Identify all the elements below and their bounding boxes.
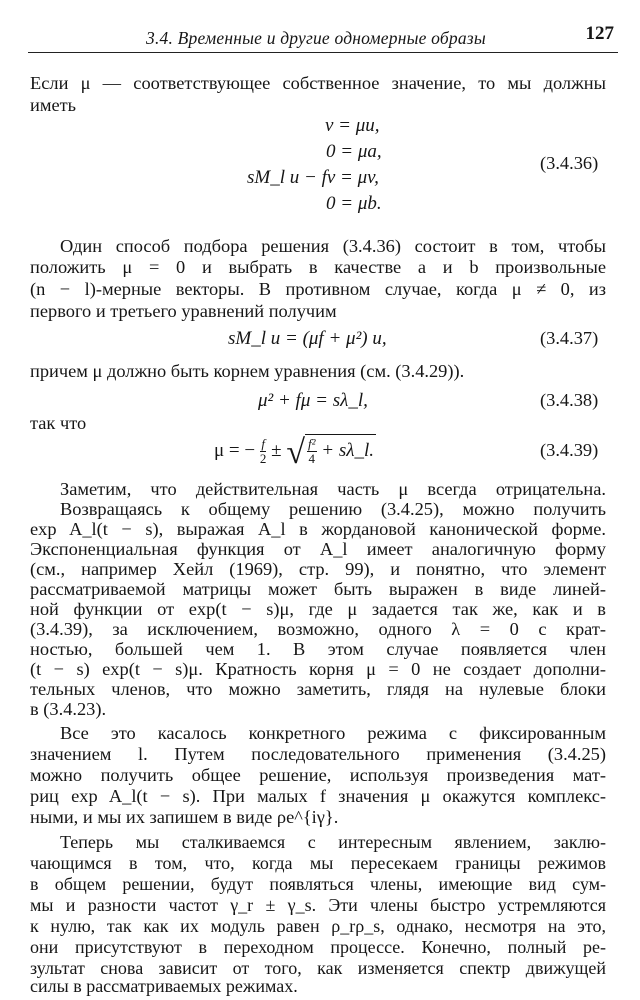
eq-3-4-39-radicand: $\frac{\text{f²}}{4}$ + sλ_l. [305,434,376,466]
running-title: 3.4. Временные и другие одномерные образы [146,28,486,48]
running-header [28,22,618,53]
eq-3-4-36-line-1: v = μu, [325,115,380,136]
para4-line-5: (см., например Хейл (1969), стр. 99), и понятно, что элемент [30,559,606,579]
para3-line-1: так что [30,413,87,433]
eq-3-4-36-line-4: 0 = μb. [326,193,382,214]
square-root-sign: √ [286,434,305,471]
para4-line-4: Экспоненциальная функция от A_l имеет аналогичную форму [30,539,606,559]
eq-3-4-36-line-3: sM_l u − fv = μv, [247,167,379,188]
eq-number-3-4-38: (3.4.38) [540,390,599,410]
para4-line-6: рассматриваемой матрицы может быть выражен в виде линей- [30,579,606,599]
para6-line-5: к нулю, так как их модуль равен ρ_rρ_s, однако, несмотря на это, [30,916,606,936]
para4-line-12: в (3.4.23). [30,699,107,719]
para1-line-1: Один способ подбора решения (3.4.36) состоит в том, чтобы [60,236,606,256]
para4-line-1: Заметим, что действительная часть μ всегда отрицательна. [60,479,606,499]
para4-line-2: Возвращаясь к общему решению (3.4.25), можно получить [60,499,606,519]
eq-3-4-39-fraction: $\frac{f}{2}$ [259,436,267,467]
para1-line-3: (n − l)-мерные векторы. В противном случае, когда μ ≠ 0, из [30,279,606,299]
para1-line-2: положить μ = 0 и выбрать в качестве a и b произвольные [30,257,606,277]
para5-line-4: риц exp A_l(t − s). При малых f значения μ окажутся комплекс- [30,786,606,806]
eq-number-3-4-39: (3.4.39) [540,440,599,460]
para5-line-2: значением l. Путем последовательного применения (3.4.25) [30,744,606,764]
intro-line-2: иметь [30,95,77,115]
intro-line-1: Если μ — соответствующее собственное значение, то мы должны [30,73,606,93]
para4-line-10: (t − s) exp(t − s)μ. Кратность корня μ = 0 не создает дополни- [30,659,606,679]
para6-line-7: зультат снова зависит от того, как изменяется спектр движущей [30,958,606,978]
para6-line-1: Теперь мы сталкиваемся с интересным явлением, заклю- [60,832,606,852]
para6-line-4: мы и разности частот γ_r ± γ_s. Эти члены быстро устремляются [30,895,606,915]
eq-3-4-39-lhs: μ = − [214,440,256,461]
para6-line-6: они присутствуют в переходном процессе. Конечно, полный ре- [30,937,606,957]
eq-3-4-39: μ = − $\frac{f}{2}$ ± √ $\frac{\text{f²}}{4}$ + sλ_l. [214,434,374,471]
eq-number-3-4-37: (3.4.37) [540,328,599,348]
eq-3-4-37: sM_l u = (μf + μ²) u, [228,328,387,349]
para4-line-7: ной функции от exp(t − s)μ, где μ задается так же, как и в [30,599,606,619]
eq-number-3-4-36: (3.4.36) [540,153,599,173]
eq-3-4-38: μ² + fμ = sλ_l, [258,390,368,411]
page-number: 127 [585,23,614,44]
para1-line-4: первого и третьего уравнений получим [30,301,337,321]
para6-line-3: в общем решении, будут появляться члены, имеющие вид сум- [30,874,606,894]
para2-line-1: причем μ должно быть корнем уравнения (см. (3.4.29)). [30,361,465,381]
para6-line-2: чающимся в том, что, когда мы пересекаем границы режимов [30,853,606,873]
eq-3-4-36-line-2: 0 = μa, [326,141,382,162]
para4-line-3: exp A_l(t − s), выражая A_l в жордановой канонической форме. [30,519,606,539]
para4-line-8: (3.4.39), за исключением, возможно, одного λ = 0 с крат- [30,619,606,639]
para6-line-8: силы в рассматриваемых режимах. [30,976,298,996]
para4-line-11: тельных членов, что можно заметить, глядя на нулевые блоки [30,679,606,699]
para5-line-1: Все это касалось конкретного режима с фиксированным [60,723,606,743]
para5-line-3: можно получить общее решение, используя произведения мат- [30,765,606,785]
para4-line-9: ностью, большей чем 1. В этом случае появляется член [30,639,606,659]
para5-line-5: ными, и мы их запишем в виде ρe^{iγ}. [30,807,339,827]
